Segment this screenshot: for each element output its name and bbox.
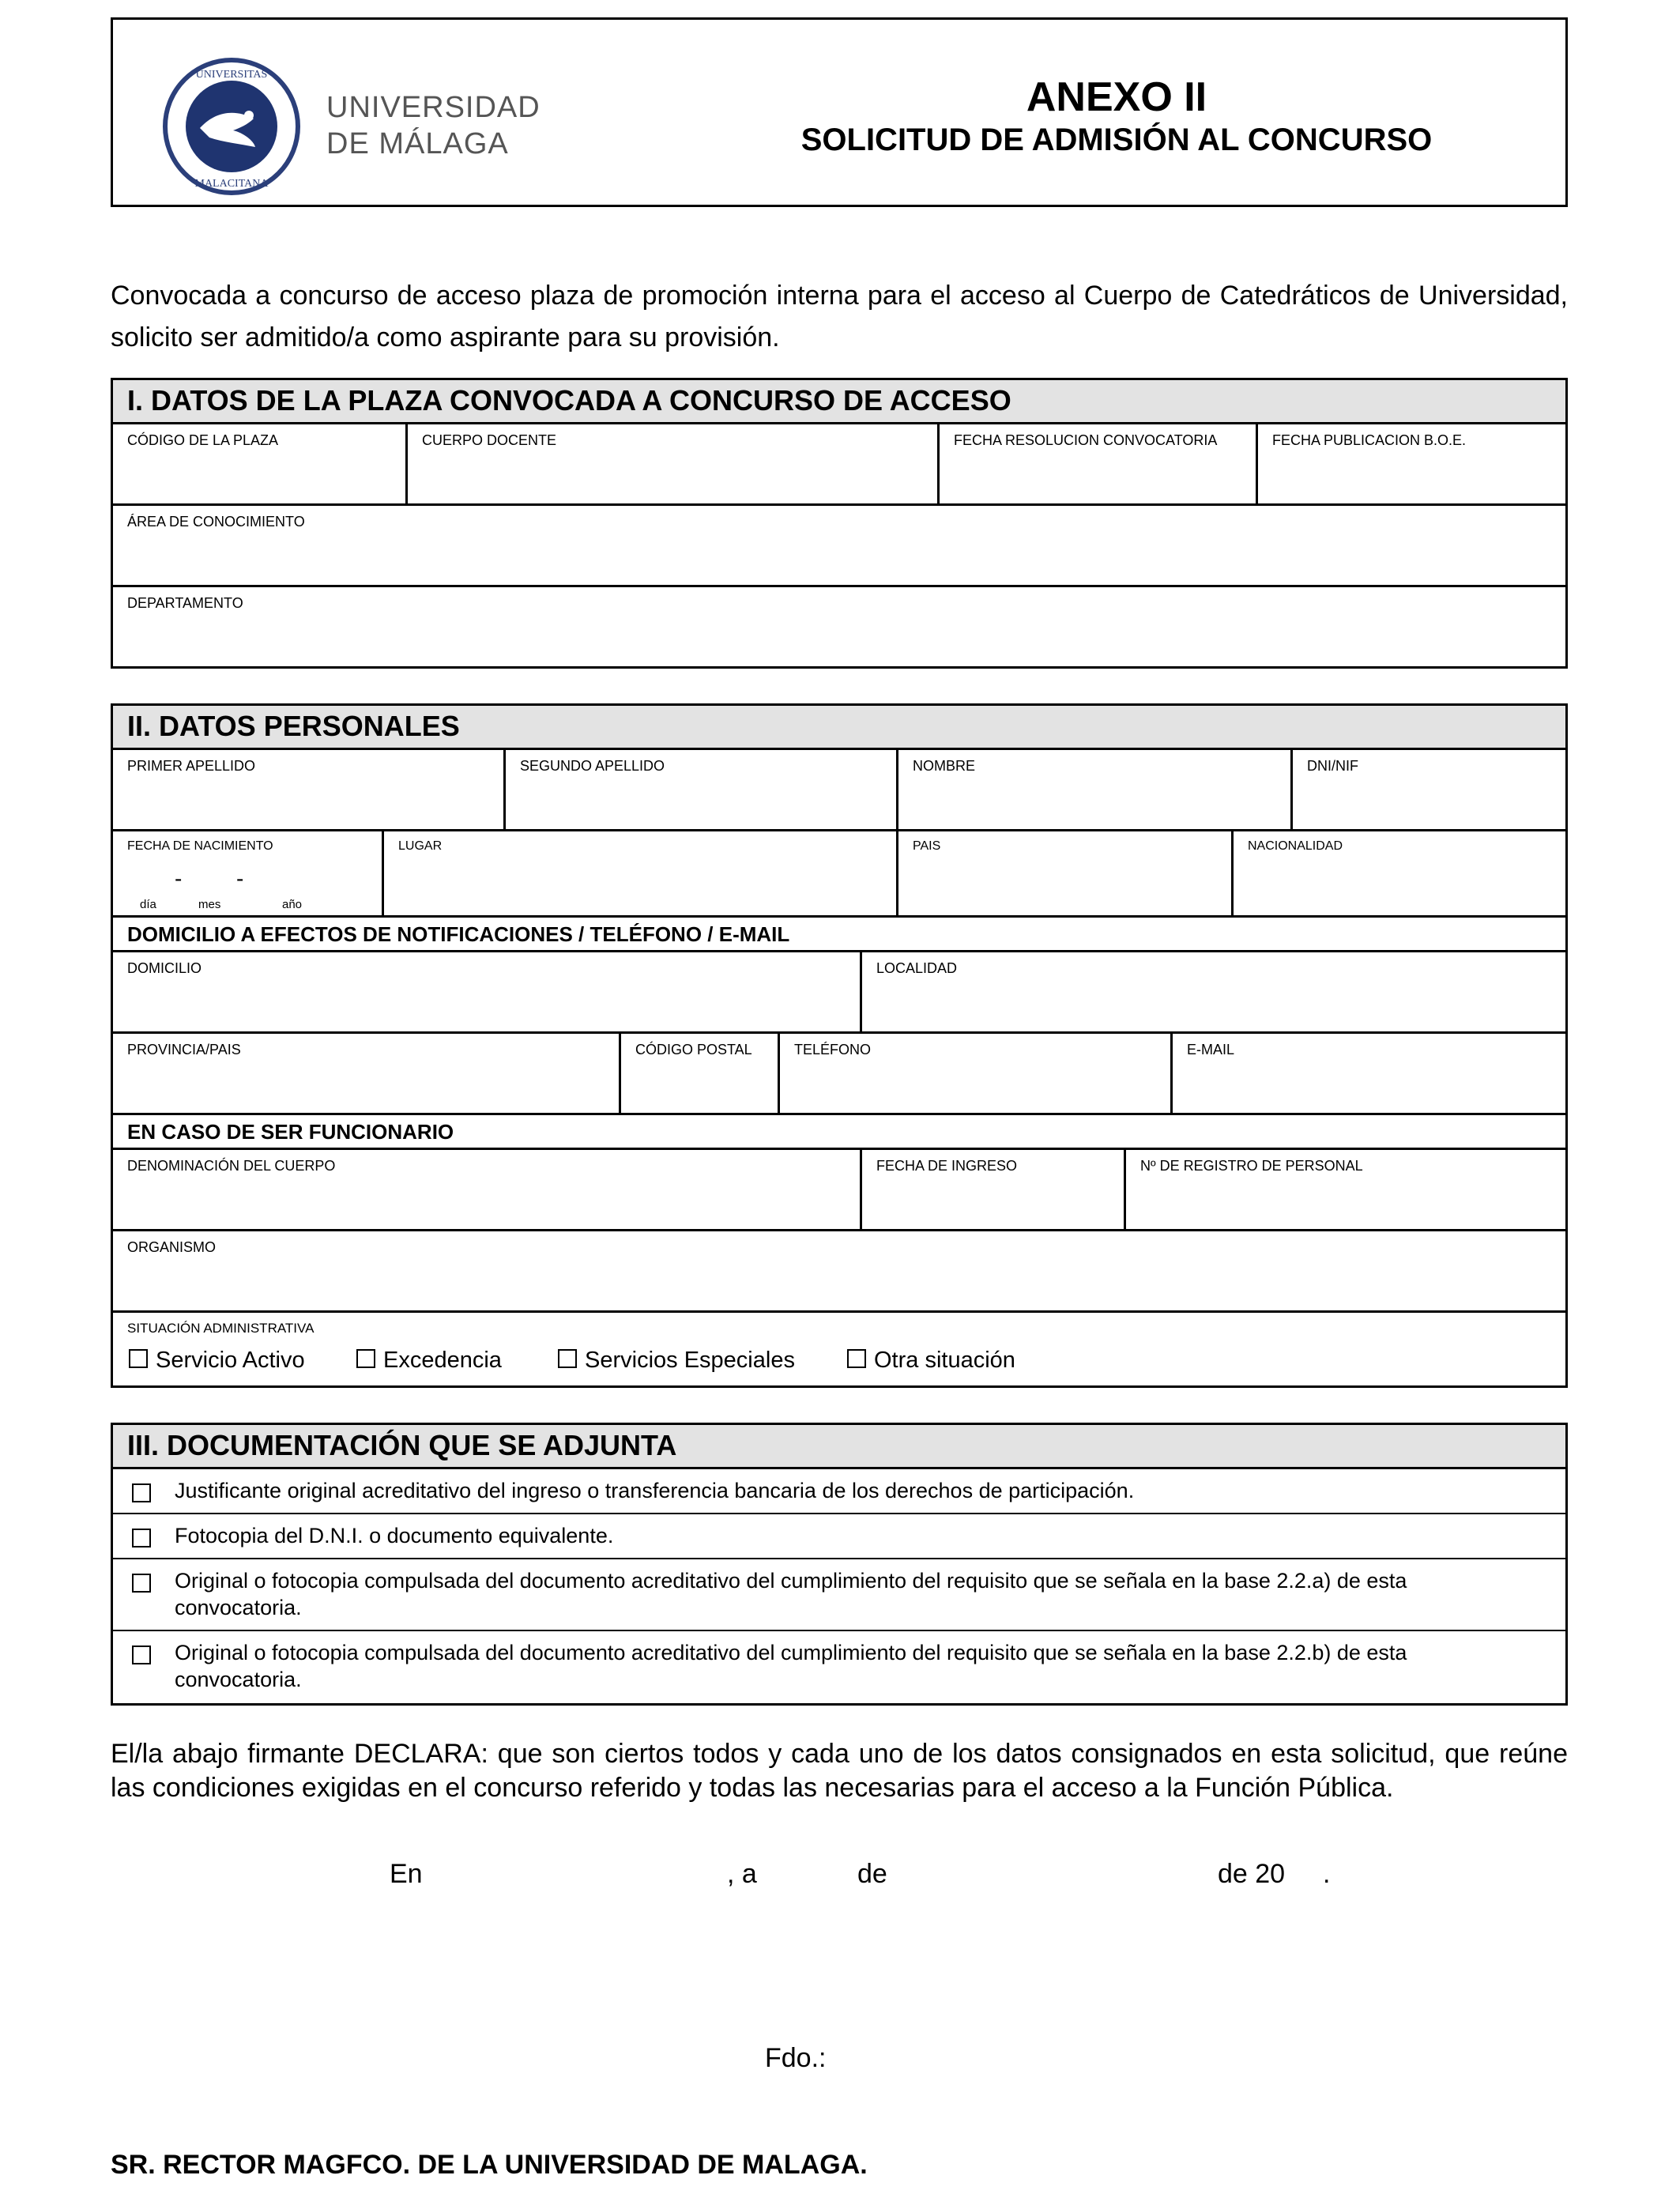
option-servicio-activo-label: Servicio Activo (156, 1348, 305, 1373)
lugar-label: LUGAR (398, 839, 443, 853)
registro-field[interactable] (1124, 1150, 1565, 1229)
departamento-field[interactable] (113, 587, 1565, 666)
personal-row-5 (113, 1150, 1565, 1231)
signature-de: de (857, 1859, 887, 1889)
checkbox-icon[interactable] (132, 1574, 151, 1593)
checkbox-icon[interactable] (132, 1529, 151, 1547)
fecha-boe-field[interactable] (1256, 424, 1565, 503)
option-otra-situacion[interactable] (847, 1346, 1015, 1374)
domicilio-label: DOMICILIO (127, 960, 202, 976)
fecha-resolucion-field[interactable] (937, 424, 1256, 503)
date-separator-1: - (175, 866, 183, 891)
checkbox-icon[interactable] (356, 1349, 375, 1368)
nacionalidad-label: NACIONALIDAD (1248, 839, 1343, 853)
option-servicios-especiales[interactable] (558, 1346, 795, 1374)
declaration-paragraph: El/la abajo firmante DECLARA: que son ciertos todos y cada uno de los datos consignados en esta solicitud, que reúne las condiciones exigidas en el concurso referido y todas las necesarias para el acceso a la Función Pública. (111, 1739, 1568, 1803)
signature-fdo: Fdo.: (765, 2043, 827, 2073)
signature-en: En (390, 1859, 423, 1889)
fecha-resolucion-label: FECHA RESOLUCION CONVOCATORIA (954, 432, 1218, 448)
section-documentacion (111, 1423, 1568, 1706)
university-name-line1: UNIVERSIDAD (326, 91, 541, 124)
codigo-plaza-field[interactable] (113, 424, 405, 503)
signature-dot: . (1323, 1859, 1331, 1889)
area-field[interactable] (113, 506, 1565, 587)
dni-field[interactable] (1290, 750, 1565, 829)
funcionario-subheader-text: EN CASO DE SER FUNCIONARIO (127, 1120, 454, 1144)
university-name-line2: DE MÁLAGA (326, 127, 509, 160)
dni-label: DNI/NIF (1307, 758, 1358, 774)
checkbox-icon[interactable] (132, 1646, 151, 1664)
checkbox-icon[interactable] (847, 1349, 866, 1368)
university-seal-logo (160, 55, 303, 198)
fecha-ingreso-field[interactable] (860, 1150, 1124, 1229)
option-excedencia[interactable] (356, 1346, 502, 1374)
section-personal-title: II. DATOS PERSONALES (113, 706, 1565, 750)
mes-label: mes (198, 898, 221, 911)
email-field[interactable] (1170, 1034, 1565, 1113)
checkbox-icon[interactable] (132, 1483, 151, 1502)
segundo-apellido-label: SEGUNDO APELLIDO (520, 758, 665, 774)
dia-label: día (140, 898, 156, 911)
checkbox-icon[interactable] (558, 1349, 577, 1368)
doc-item (113, 1469, 1565, 1514)
doc-item-text: Original o fotocopia compulsada del documento acreditativo del cumplimiento del requisito que se señala en la base 2.2.a) de esta convocatoria. (175, 1569, 1407, 1619)
denominacion-field[interactable] (113, 1150, 860, 1229)
anio-label: año (282, 898, 303, 911)
nacionalidad-field[interactable] (1231, 831, 1565, 915)
svg-text:UNIVERSITAS: UNIVERSITAS (195, 69, 268, 81)
fecha-boe-label: FECHA PUBLICACION B.O.E. (1272, 432, 1467, 448)
signature-de20: de 20 (1218, 1859, 1286, 1889)
addressee: SR. RECTOR MAGFCO. DE LA UNIVERSIDAD DE MALAGA. (111, 2150, 868, 2180)
domicilio-field[interactable] (113, 952, 860, 1031)
primer-apellido-field[interactable] (113, 750, 503, 829)
svg-text:MALACITANA: MALACITANA (194, 178, 269, 190)
email-label: E-MAIL (1187, 1042, 1235, 1057)
pais-field[interactable] (896, 831, 1231, 915)
registro-label: Nº DE REGISTRO DE PERSONAL (1140, 1158, 1363, 1174)
doc-item-text: Original o fotocopia compulsada del documento acreditativo del cumplimiento del requisito que se señala en la base 2.2.b) de esta convocatoria. (175, 1641, 1407, 1691)
provincia-label: PROVINCIA/PAIS (127, 1042, 241, 1057)
primer-apellido-label: PRIMER APELLIDO (127, 758, 256, 774)
codigo-postal-field[interactable] (619, 1034, 778, 1113)
checkbox-icon[interactable] (129, 1349, 148, 1368)
university-name (326, 89, 541, 162)
fecha-ingreso-label: FECHA DE INGRESO (876, 1158, 1018, 1174)
localidad-field[interactable] (860, 952, 1565, 1031)
plaza-row-1 (113, 424, 1565, 506)
domicilio-subheader-text: DOMICILIO A EFECTOS DE NOTIFICACIONES / TELÉFONO / E-MAIL (127, 922, 790, 946)
intro-paragraph: Convocada a concurso de acceso plaza de promoción interna para el acceso al Cuerpo de Catedráticos de Universidad, solicito ser admitido/a como aspirante para su provisión. (111, 281, 1568, 352)
personal-row-1 (113, 750, 1565, 831)
option-servicios-especiales-label: Servicios Especiales (585, 1348, 795, 1373)
option-servicio-activo[interactable] (129, 1346, 305, 1374)
doc-item (113, 1559, 1565, 1631)
cuerpo-docente-field[interactable] (405, 424, 937, 503)
doc-item-text: Justificante original acreditativo del ingreso o transferencia bancaria de los derechos de participación. (175, 1479, 1135, 1502)
telefono-field[interactable] (778, 1034, 1170, 1113)
section-documentacion-title: III. DOCUMENTACIÓN QUE SE ADJUNTA (113, 1425, 1565, 1469)
personal-row-3 (113, 952, 1565, 1034)
organismo-label: ORGANISMO (127, 1239, 217, 1255)
area-label: ÁREA DE CONOCIMIENTO (127, 514, 305, 530)
departamento-label: DEPARTAMENTO (127, 595, 243, 611)
section-plaza-title: I. DATOS DE LA PLAZA CONVOCADA A CONCURSO DE ACCESO (113, 380, 1565, 424)
domicilio-subheader (113, 918, 1565, 952)
date-separator-2: - (236, 866, 244, 891)
cuerpo-docente-label: CUERPO DOCENTE (422, 432, 557, 448)
option-otra-situacion-label: Otra situación (874, 1348, 1015, 1373)
doc-item-text: Fotocopia del D.N.I. o documento equivalente. (175, 1524, 614, 1547)
funcionario-subheader (113, 1115, 1565, 1150)
denominacion-label: DENOMINACIÓN DEL CUERPO (127, 1158, 336, 1174)
localidad-label: LOCALIDAD (876, 960, 958, 976)
document-header (111, 17, 1568, 207)
telefono-label: TELÉFONO (794, 1042, 872, 1057)
personal-row-2 (113, 831, 1565, 918)
provincia-field[interactable] (113, 1034, 619, 1113)
nombre-label: NOMBRE (913, 758, 976, 774)
codigo-plaza-label: CÓDIGO DE LA PLAZA (127, 432, 279, 448)
signature-a: , a (727, 1859, 757, 1889)
personal-row-4 (113, 1034, 1565, 1115)
fecha-nacimiento-field[interactable] (113, 831, 382, 915)
option-excedencia-label: Excedencia (383, 1348, 502, 1373)
fecha-nacimiento-label: FECHA DE NACIMIENTO (127, 839, 273, 853)
section-plaza (111, 378, 1568, 669)
annex-title: ANEXO II (1026, 74, 1207, 120)
nombre-field[interactable] (896, 750, 1290, 829)
situacion-label: SITUACIÓN ADMINISTRATIVA (127, 1321, 315, 1336)
situacion-row (113, 1313, 1565, 1388)
lugar-field[interactable] (382, 831, 896, 915)
section-personal (111, 703, 1568, 1388)
organismo-field[interactable] (113, 1231, 1565, 1313)
doc-item (113, 1514, 1565, 1559)
pais-label: PAIS (913, 839, 941, 853)
doc-item (113, 1631, 1565, 1700)
annex-subtitle: SOLICITUD DE ADMISIÓN AL CONCURSO (800, 123, 1433, 157)
codigo-postal-label: CÓDIGO POSTAL (635, 1042, 752, 1057)
segundo-apellido-field[interactable] (503, 750, 896, 829)
